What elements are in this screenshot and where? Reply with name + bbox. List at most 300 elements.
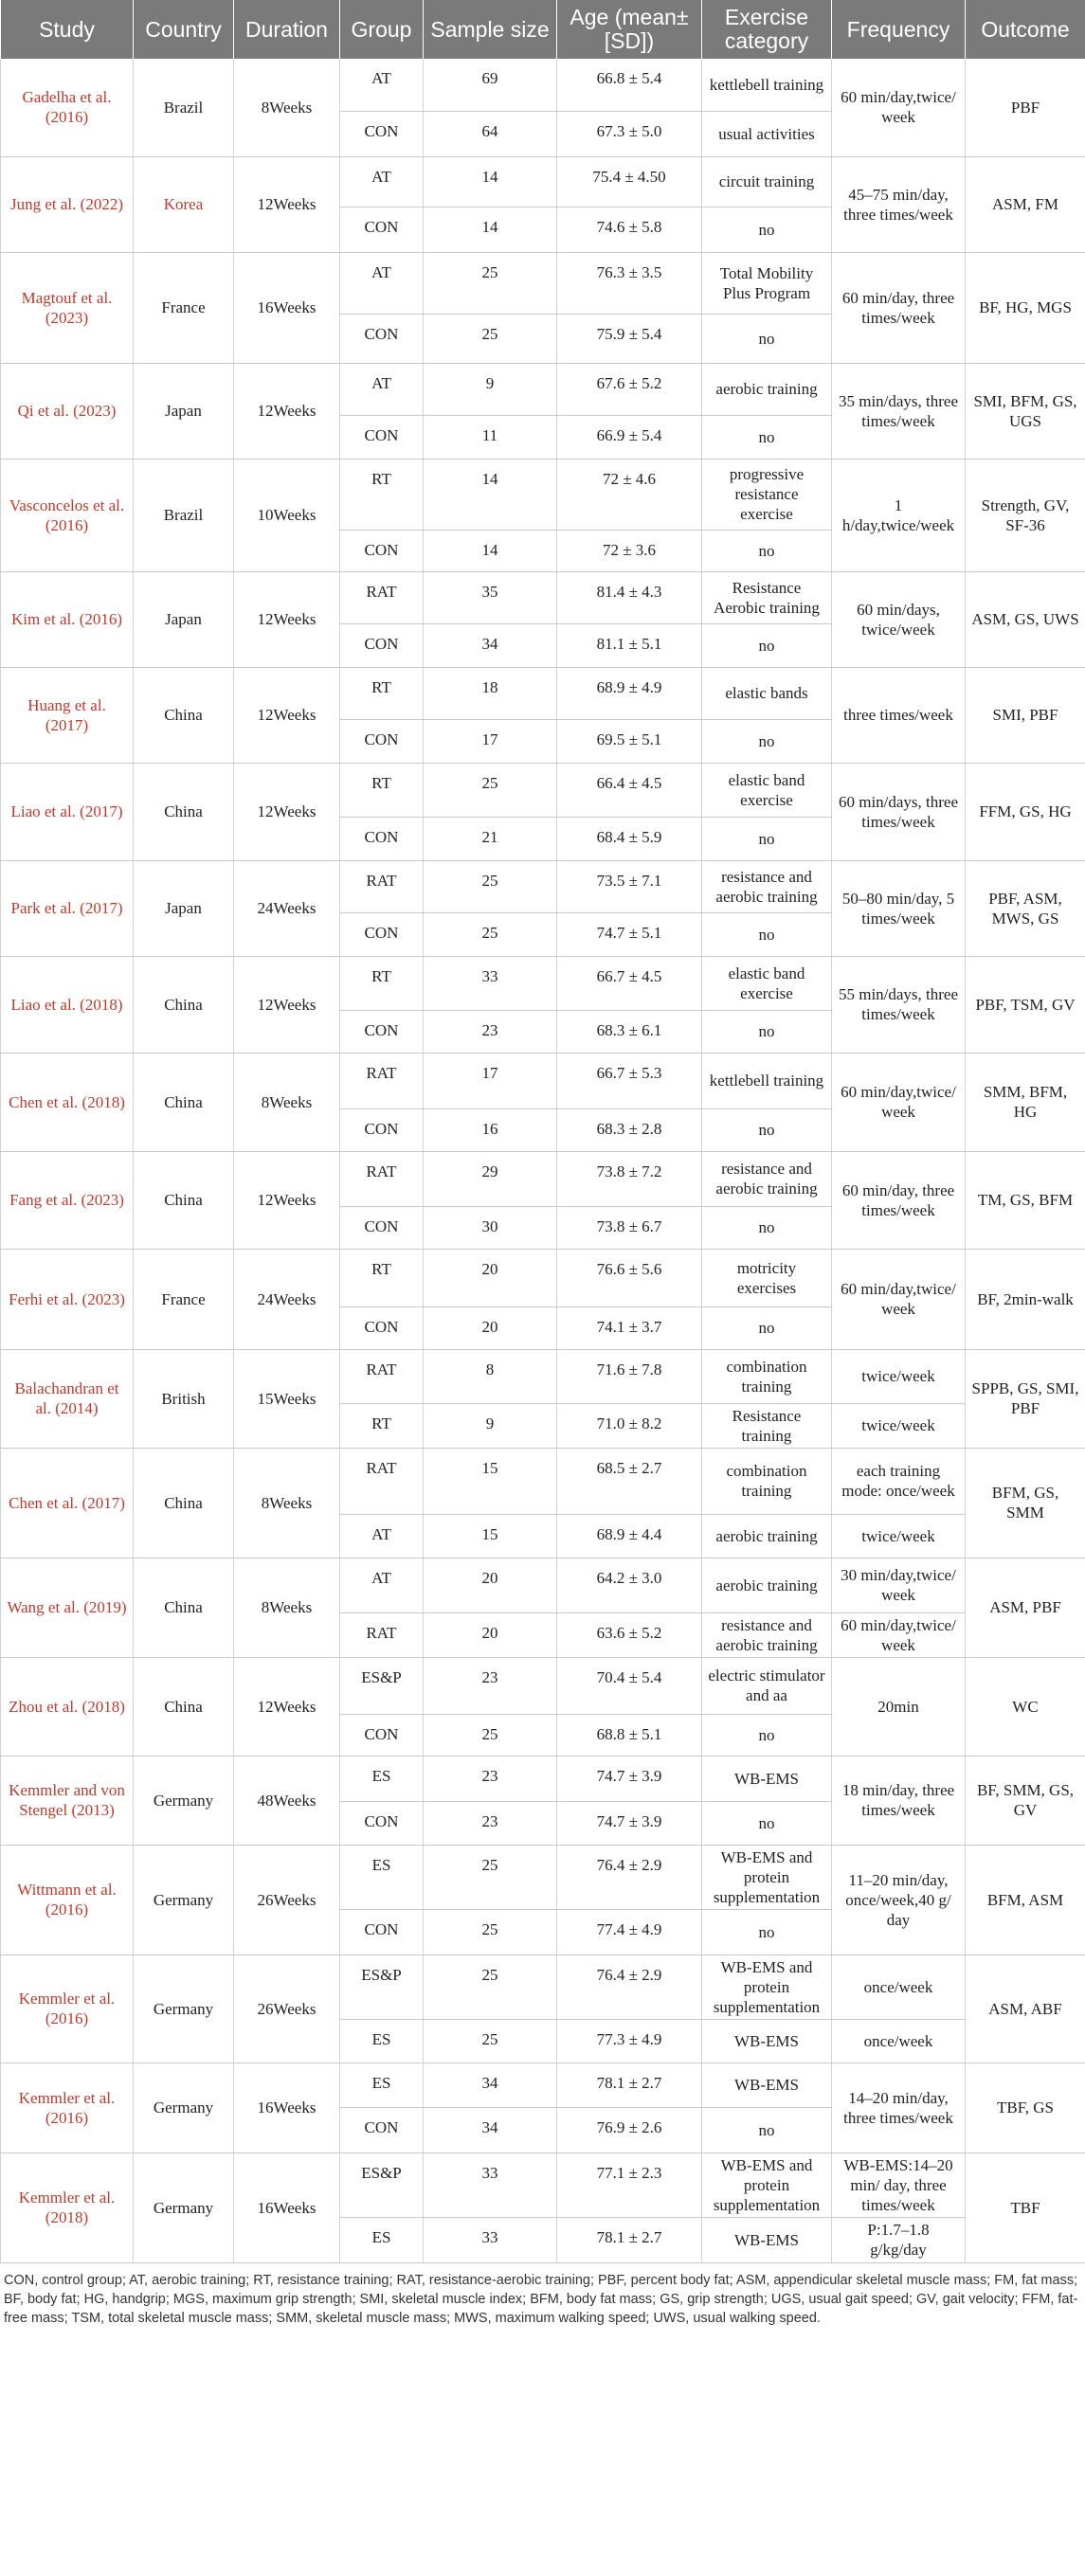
group-cell: AT: [340, 252, 424, 314]
exercise-cell: no: [702, 207, 832, 252]
sample-size-cell: 14: [424, 207, 557, 252]
study-cell: Kemmler and von Stengel (2013): [1, 1756, 134, 1845]
sample-size-cell: 14: [424, 530, 557, 571]
outcome-cell: PBF, ASM, MWS, GS: [966, 860, 1085, 956]
group-cell: CON: [340, 817, 424, 860]
outcome-cell: Strength, GV, SF-36: [966, 459, 1085, 571]
age-cell: 73.8 ± 6.7: [557, 1206, 702, 1249]
outcome-cell: FFM, GS, HG: [966, 763, 1085, 860]
country-cell: Germany: [134, 1845, 234, 1955]
outcome-cell: SMI, BFM, GS, UGS: [966, 363, 1085, 459]
study-cell: Gadelha et al. (2016): [1, 59, 134, 156]
study-cell: Chen et al. (2017): [1, 1448, 134, 1558]
exercise-cell: Resistance training: [702, 1403, 832, 1448]
header-group: Group: [340, 0, 424, 59]
duration-cell: 16Weeks: [234, 2063, 340, 2153]
frequency-cell: 60 min/day,twice/ week: [832, 1053, 966, 1151]
table-row: [1, 459, 1085, 530]
exercise-cell: no: [702, 719, 832, 763]
frequency-cell: 11–20 min/day, once/week,40 g/ day: [832, 1845, 966, 1955]
frequency-cell: 20min: [832, 1657, 966, 1756]
sample-size-cell: 9: [424, 1403, 557, 1448]
group-cell: AT: [340, 59, 424, 111]
age-cell: 68.4 ± 5.9: [557, 817, 702, 860]
group-cell: ES&P: [340, 1955, 424, 2019]
outcome-cell: SMI, PBF: [966, 667, 1085, 763]
sample-size-cell: 69: [424, 59, 557, 111]
duration-cell: 48Weeks: [234, 1756, 340, 1845]
sample-size-cell: 25: [424, 314, 557, 363]
group-cell: CON: [340, 1206, 424, 1249]
group-cell: ES: [340, 2063, 424, 2107]
age-cell: 77.4 ± 4.9: [557, 1909, 702, 1955]
exercise-cell: WB-EMS and protein supplementation: [702, 1955, 832, 2019]
country-cell: China: [134, 956, 234, 1053]
frequency-cell: three times/week: [832, 667, 966, 763]
country-cell: France: [134, 252, 234, 363]
exercise-cell: no: [702, 1714, 832, 1756]
country-cell: China: [134, 1657, 234, 1756]
exercise-cell: no: [702, 817, 832, 860]
age-cell: 68.9 ± 4.9: [557, 667, 702, 719]
group-cell: CON: [340, 207, 424, 252]
exercise-cell: elastic band exercise: [702, 956, 832, 1010]
group-cell: RAT: [340, 1448, 424, 1514]
exercise-cell: no: [702, 314, 832, 363]
age-cell: 66.7 ± 5.3: [557, 1053, 702, 1108]
group-cell: RAT: [340, 1053, 424, 1108]
study-cell: Liao et al. (2018): [1, 956, 134, 1053]
outcome-cell: BF, SMM, GS, GV: [966, 1756, 1085, 1845]
header-row: [1, 0, 1085, 59]
duration-cell: 12Weeks: [234, 1657, 340, 1756]
group-cell: CON: [340, 719, 424, 763]
table-row: [1, 1249, 1085, 1306]
duration-cell: 12Weeks: [234, 763, 340, 860]
sample-size-cell: 23: [424, 1801, 557, 1845]
group-cell: RT: [340, 1403, 424, 1448]
frequency-cell: each training mode: once/week: [832, 1448, 966, 1514]
exercise-cell: no: [702, 530, 832, 571]
outcome-cell: ASM, FM: [966, 156, 1085, 252]
exercise-cell: resistance and aerobic training: [702, 1612, 832, 1657]
age-cell: 73.5 ± 7.1: [557, 860, 702, 912]
exercise-cell: elastic band exercise: [702, 763, 832, 817]
group-cell: AT: [340, 363, 424, 415]
country-cell: France: [134, 1249, 234, 1349]
sample-size-cell: 14: [424, 156, 557, 207]
exercise-cell: resistance and aerobic training: [702, 1151, 832, 1206]
age-cell: 67.6 ± 5.2: [557, 363, 702, 415]
exercise-cell: no: [702, 912, 832, 956]
country-cell: China: [134, 1448, 234, 1558]
sample-size-cell: 17: [424, 1053, 557, 1108]
study-cell: Huang et al. (2017): [1, 667, 134, 763]
table-row: [1, 1657, 1085, 1714]
duration-cell: 8Weeks: [234, 59, 340, 156]
sample-size-cell: 14: [424, 459, 557, 530]
group-cell: ES: [340, 2217, 424, 2262]
duration-cell: 12Weeks: [234, 156, 340, 252]
frequency-cell: 30 min/day,twice/ week: [832, 1558, 966, 1612]
sample-size-cell: 25: [424, 1955, 557, 2019]
exercise-cell: WB-EMS and protein supplementation: [702, 2153, 832, 2217]
frequency-cell: twice/week: [832, 1349, 966, 1403]
frequency-cell: 60 min/day,twice/ week: [832, 1249, 966, 1349]
age-cell: 77.3 ± 4.9: [557, 2019, 702, 2063]
outcome-cell: BF, HG, MGS: [966, 252, 1085, 363]
sample-size-cell: 15: [424, 1448, 557, 1514]
duration-cell: 26Weeks: [234, 1955, 340, 2063]
outcome-cell: WC: [966, 1657, 1085, 1756]
study-cell: Park et al. (2017): [1, 860, 134, 956]
age-cell: 76.4 ± 2.9: [557, 1845, 702, 1909]
group-cell: AT: [340, 1558, 424, 1612]
frequency-cell: 60 min/day, three times/week: [832, 1151, 966, 1249]
header-frequency: Frequency: [832, 0, 966, 59]
sample-size-cell: 34: [424, 2107, 557, 2153]
age-cell: 75.4 ± 4.50: [557, 156, 702, 207]
exercise-cell: electric stimulator and aa: [702, 1657, 832, 1714]
exercise-cell: WB-EMS: [702, 2063, 832, 2107]
duration-cell: 12Weeks: [234, 956, 340, 1053]
duration-cell: 10Weeks: [234, 459, 340, 571]
duration-cell: 24Weeks: [234, 1249, 340, 1349]
table-row: [1, 59, 1085, 111]
frequency-cell: 50–80 min/day, 5 times/week: [832, 860, 966, 956]
header-duration: Duration: [234, 0, 340, 59]
outcome-cell: BF, 2min-walk: [966, 1249, 1085, 1349]
sample-size-cell: 15: [424, 1514, 557, 1558]
age-cell: 68.3 ± 2.8: [557, 1108, 702, 1151]
sample-size-cell: 25: [424, 2019, 557, 2063]
sample-size-cell: 33: [424, 2153, 557, 2217]
age-cell: 74.7 ± 5.1: [557, 912, 702, 956]
exercise-cell: kettlebell training: [702, 59, 832, 111]
duration-cell: 8Weeks: [234, 1558, 340, 1657]
group-cell: CON: [340, 623, 424, 667]
table-row: [1, 1756, 1085, 1801]
exercise-cell: circuit training: [702, 156, 832, 207]
country-cell: Korea: [134, 156, 234, 252]
sample-size-cell: 25: [424, 1845, 557, 1909]
group-cell: RAT: [340, 1151, 424, 1206]
table-row: [1, 2153, 1085, 2217]
study-cell: Kemmler et al. (2016): [1, 2063, 134, 2153]
country-cell: Germany: [134, 2063, 234, 2153]
age-cell: 66.8 ± 5.4: [557, 59, 702, 111]
country-cell: Germany: [134, 1955, 234, 2063]
study-cell: Kim et al. (2016): [1, 571, 134, 667]
duration-cell: 15Weeks: [234, 1349, 340, 1448]
table-row: [1, 156, 1085, 207]
frequency-cell: P:1.7–1.8 g/kg/day: [832, 2217, 966, 2262]
table-row: [1, 571, 1085, 623]
group-cell: CON: [340, 111, 424, 156]
frequency-cell: 45–75 min/day, three times/week: [832, 156, 966, 252]
exercise-cell: resistance and aerobic training: [702, 860, 832, 912]
frequency-cell: 60 min/day,twice/ week: [832, 1612, 966, 1657]
duration-cell: 8Weeks: [234, 1448, 340, 1558]
country-cell: Japan: [134, 571, 234, 667]
group-cell: CON: [340, 912, 424, 956]
table-footnote: CON, control group; AT, aerobic training; RT, resistance training; RAT, resistance-aerobic training; PBF, percent body fat; ASM, appendicular skeletal muscle mass; FM, fat mass; BF, body fat; HG, handgrip; MGS, maximum grip strength; SMI, skeletal muscle index; BFM, body fat mass; GS, grip strength; UGS, usual gait speed; GV, gait velocity; FFM, fat-free mass; TSM, total skeletal muscle mass; SMM, skeletal muscle mass; MWS, maximum walking speed; UWS, usual walking speed.: [4, 2272, 1078, 2326]
study-cell: Chen et al. (2018): [1, 1053, 134, 1151]
sample-size-cell: 20: [424, 1612, 557, 1657]
sample-size-cell: 17: [424, 719, 557, 763]
exercise-cell: WB-EMS: [702, 2019, 832, 2063]
age-cell: 74.6 ± 5.8: [557, 207, 702, 252]
group-cell: CON: [340, 1108, 424, 1151]
duration-cell: 12Weeks: [234, 571, 340, 667]
exercise-cell: elastic bands: [702, 667, 832, 719]
group-cell: AT: [340, 1514, 424, 1558]
group-cell: ES&P: [340, 2153, 424, 2217]
sample-size-cell: 23: [424, 1756, 557, 1801]
exercise-cell: no: [702, 1010, 832, 1053]
exercise-cell: kettlebell training: [702, 1053, 832, 1108]
header-study: Study: [1, 0, 134, 59]
age-cell: 78.1 ± 2.7: [557, 2063, 702, 2107]
exercise-cell: aerobic training: [702, 1558, 832, 1612]
group-cell: CON: [340, 530, 424, 571]
frequency-cell: once/week: [832, 1955, 966, 2019]
table-row: [1, 763, 1085, 817]
sample-size-cell: 25: [424, 252, 557, 314]
outcome-cell: SPPB, GS, SMI, PBF: [966, 1349, 1085, 1448]
outcome-cell: PBF, TSM, GV: [966, 956, 1085, 1053]
frequency-cell: 14–20 min/day, three times/week: [832, 2063, 966, 2153]
age-cell: 71.6 ± 7.8: [557, 1349, 702, 1403]
group-cell: RAT: [340, 1349, 424, 1403]
country-cell: Brazil: [134, 459, 234, 571]
duration-cell: 24Weeks: [234, 860, 340, 956]
group-cell: CON: [340, 1801, 424, 1845]
country-cell: China: [134, 763, 234, 860]
age-cell: 76.3 ± 3.5: [557, 252, 702, 314]
exercise-cell: Total Mobility Plus Program: [702, 252, 832, 314]
age-cell: 63.6 ± 5.2: [557, 1612, 702, 1657]
age-cell: 70.4 ± 5.4: [557, 1657, 702, 1714]
study-cell: Wang et al. (2019): [1, 1558, 134, 1657]
group-cell: RAT: [340, 1612, 424, 1657]
header-country: Country: [134, 0, 234, 59]
sample-size-cell: 25: [424, 912, 557, 956]
age-cell: 66.4 ± 4.5: [557, 763, 702, 817]
age-cell: 76.9 ± 2.6: [557, 2107, 702, 2153]
group-cell: CON: [340, 1909, 424, 1955]
frequency-cell: 60 min/days, twice/week: [832, 571, 966, 667]
header-outcome: Outcome: [966, 0, 1085, 59]
sample-size-cell: 23: [424, 1657, 557, 1714]
table-row: [1, 363, 1085, 415]
sample-size-cell: 25: [424, 763, 557, 817]
duration-cell: 12Weeks: [234, 667, 340, 763]
sample-size-cell: 20: [424, 1306, 557, 1349]
frequency-cell: 60 min/day, three times/week: [832, 252, 966, 363]
group-cell: RAT: [340, 860, 424, 912]
sample-size-cell: 29: [424, 1151, 557, 1206]
study-cell: Magtouf et al. (2023): [1, 252, 134, 363]
frequency-cell: WB-EMS:14–20 min/ day, three times/week: [832, 2153, 966, 2217]
frequency-cell: once/week: [832, 2019, 966, 2063]
sample-size-cell: 25: [424, 1909, 557, 1955]
frequency-cell: twice/week: [832, 1514, 966, 1558]
exercise-cell: no: [702, 1206, 832, 1249]
table-row: [1, 1558, 1085, 1612]
group-cell: AT: [340, 156, 424, 207]
group-cell: CON: [340, 1306, 424, 1349]
outcome-cell: BFM, ASM: [966, 1845, 1085, 1955]
exercise-cell: WB-EMS: [702, 2217, 832, 2262]
duration-cell: 8Weeks: [234, 1053, 340, 1151]
frequency-cell: 55 min/days, three times/week: [832, 956, 966, 1053]
outcome-cell: PBF: [966, 59, 1085, 156]
group-cell: ES&P: [340, 1657, 424, 1714]
sample-size-cell: 34: [424, 2063, 557, 2107]
sample-size-cell: 25: [424, 1714, 557, 1756]
sample-size-cell: 18: [424, 667, 557, 719]
outcome-cell: ASM, GS, UWS: [966, 571, 1085, 667]
sample-size-cell: 33: [424, 956, 557, 1010]
exercise-cell: motricity exercises: [702, 1249, 832, 1306]
sample-size-cell: 8: [424, 1349, 557, 1403]
sample-size-cell: 23: [424, 1010, 557, 1053]
exercise-cell: Resistance Aerobic training: [702, 571, 832, 623]
country-cell: Japan: [134, 363, 234, 459]
group-cell: CON: [340, 2107, 424, 2153]
duration-cell: 12Weeks: [234, 363, 340, 459]
sample-size-cell: 16: [424, 1108, 557, 1151]
duration-cell: 12Weeks: [234, 1151, 340, 1249]
frequency-cell: 1 h/day,twice/week: [832, 459, 966, 571]
sample-size-cell: 25: [424, 860, 557, 912]
exercise-cell: WB-EMS: [702, 1756, 832, 1801]
sample-size-cell: 11: [424, 415, 557, 459]
country-cell: Germany: [134, 2153, 234, 2262]
group-cell: RT: [340, 1249, 424, 1306]
sample-size-cell: 9: [424, 363, 557, 415]
table-row: [1, 2063, 1085, 2107]
table-row: [1, 1053, 1085, 1108]
study-cell: Fang et al. (2023): [1, 1151, 134, 1249]
group-cell: RT: [340, 667, 424, 719]
study-cell: Ferhi et al. (2023): [1, 1249, 134, 1349]
group-cell: ES: [340, 1845, 424, 1909]
study-cell: Zhou et al. (2018): [1, 1657, 134, 1756]
outcome-cell: TBF, GS: [966, 2063, 1085, 2153]
exercise-cell: aerobic training: [702, 1514, 832, 1558]
outcome-cell: BFM, GS, SMM: [966, 1448, 1085, 1558]
group-cell: RT: [340, 956, 424, 1010]
group-cell: ES: [340, 1756, 424, 1801]
age-cell: 66.7 ± 4.5: [557, 956, 702, 1010]
duration-cell: 16Weeks: [234, 252, 340, 363]
exercise-cell: no: [702, 1909, 832, 1955]
country-cell: China: [134, 667, 234, 763]
age-cell: 68.3 ± 6.1: [557, 1010, 702, 1053]
age-cell: 76.6 ± 5.6: [557, 1249, 702, 1306]
age-cell: 71.0 ± 8.2: [557, 1403, 702, 1448]
table-row: [1, 1349, 1085, 1403]
table-row: [1, 860, 1085, 912]
exercise-cell: usual activities: [702, 111, 832, 156]
frequency-cell: 60 min/days, three times/week: [832, 763, 966, 860]
sample-size-cell: 20: [424, 1249, 557, 1306]
exercise-cell: no: [702, 2107, 832, 2153]
exercise-cell: no: [702, 415, 832, 459]
age-cell: 81.1 ± 5.1: [557, 623, 702, 667]
group-cell: ES: [340, 2019, 424, 2063]
country-cell: Japan: [134, 860, 234, 956]
outcome-cell: TM, GS, BFM: [966, 1151, 1085, 1249]
age-cell: 81.4 ± 4.3: [557, 571, 702, 623]
sample-size-cell: 33: [424, 2217, 557, 2262]
age-cell: 76.4 ± 2.9: [557, 1955, 702, 2019]
group-cell: CON: [340, 1010, 424, 1053]
exercise-cell: progressive resistance exercise: [702, 459, 832, 530]
country-cell: China: [134, 1558, 234, 1657]
country-cell: Brazil: [134, 59, 234, 156]
table-row: [1, 667, 1085, 719]
exercise-cell: aerobic training: [702, 363, 832, 415]
country-cell: China: [134, 1053, 234, 1151]
age-cell: 69.5 ± 5.1: [557, 719, 702, 763]
table-row: [1, 1845, 1085, 1909]
group-cell: RT: [340, 459, 424, 530]
table-row: [1, 252, 1085, 314]
sample-size-cell: 35: [424, 571, 557, 623]
study-cell: Vasconcelos et al. (2016): [1, 459, 134, 571]
group-cell: RT: [340, 763, 424, 817]
age-cell: 67.3 ± 5.0: [557, 111, 702, 156]
study-cell: Liao et al. (2017): [1, 763, 134, 860]
study-cell: Balachandran et al. (2014): [1, 1349, 134, 1448]
age-cell: 72 ± 4.6: [557, 459, 702, 530]
frequency-cell: twice/week: [832, 1403, 966, 1448]
age-cell: 74.1 ± 3.7: [557, 1306, 702, 1349]
exercise-cell: no: [702, 1801, 832, 1845]
age-cell: 77.1 ± 2.3: [557, 2153, 702, 2217]
age-cell: 68.9 ± 4.4: [557, 1514, 702, 1558]
frequency-cell: 35 min/days, three times/week: [832, 363, 966, 459]
header-exercise: Exercise category: [702, 0, 832, 59]
sample-size-cell: 21: [424, 817, 557, 860]
outcome-cell: SMM, BFM, HG: [966, 1053, 1085, 1151]
study-cell: Kemmler et al. (2016): [1, 1955, 134, 2063]
group-cell: CON: [340, 1714, 424, 1756]
header-sample-size: Sample size: [424, 0, 557, 59]
exercise-cell: no: [702, 623, 832, 667]
age-cell: 75.9 ± 5.4: [557, 314, 702, 363]
duration-cell: 26Weeks: [234, 1845, 340, 1955]
country-cell: China: [134, 1151, 234, 1249]
study-cell: Qi et al. (2023): [1, 363, 134, 459]
age-cell: 78.1 ± 2.7: [557, 2217, 702, 2262]
table-row: [1, 956, 1085, 1010]
group-cell: CON: [340, 415, 424, 459]
sample-size-cell: 64: [424, 111, 557, 156]
age-cell: 72 ± 3.6: [557, 530, 702, 571]
outcome-cell: ASM, ABF: [966, 1955, 1085, 2063]
age-cell: 73.8 ± 7.2: [557, 1151, 702, 1206]
exercise-cell: WB-EMS and protein supplementation: [702, 1845, 832, 1909]
group-cell: RAT: [340, 571, 424, 623]
sample-size-cell: 30: [424, 1206, 557, 1249]
header-age: Age (mean±[SD]): [557, 0, 702, 59]
exercise-cell: no: [702, 1108, 832, 1151]
outcome-cell: ASM, PBF: [966, 1558, 1085, 1657]
